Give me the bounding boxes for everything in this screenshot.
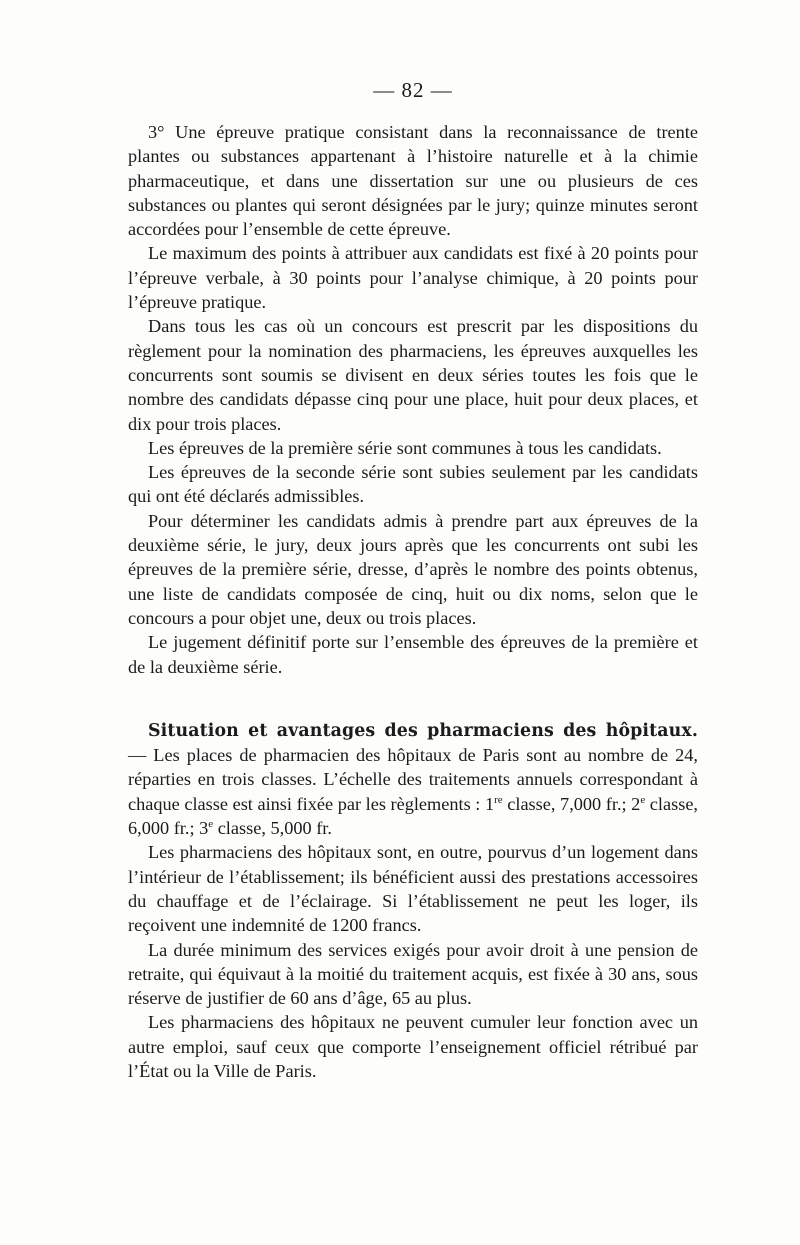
paragraph-pension: La durée minimum des services exigés pour avoir droit à une pension de retraite, qui équivaut à la moitié du traitement acquis, est fixée à 30 ans, sous réserve de justifier de 60 ans d’âge, 65 au plus. (128, 939, 698, 1009)
paragraph-first-series: Les épreuves de la première série sont communes à tous les candidats. (148, 437, 662, 458)
section-intro-paragraph (128, 718, 698, 840)
paragraph-final-judgment: Le jugement définitif porte sur l’ensemble des épreuves de la première et de la deuxième série. (128, 632, 698, 677)
paragraph-second-series: Les épreuves de la seconde série sont subies seulement par les candidats qui ont été déclarés admissibles. (128, 462, 698, 507)
paragraph-competition-series: Dans tous les cas où un concours est prescrit par les dispositions du règlement pour la nomination des pharmaciens, les épreuves auxquelles les concurrents sont soumis se divisent en deux séries toutes les fois que le nombre des candidats dépasse cinq pour une place, huit pour deux places, et dix pour trois places. (128, 316, 698, 434)
class2-sup: e (640, 793, 646, 806)
page-number: — 82 — (373, 78, 453, 102)
paragraph-cumulation: Les pharmaciens des hôpitaux ne peuvent cumuler leur fonction avec un autre emploi, sauf ceux que comporte l’enseignement officiel rétribué par l’État ou la Ville de Paris. (128, 1012, 698, 1081)
class3-text: classe, 5,000 fr. (213, 818, 332, 839)
class3-num: 3 (199, 818, 209, 839)
paragraph-max-points: Le maximum des points à attribuer aux candidats est fixé à 20 points pour l’épreuve verbale, à 30 points pour l’analyse chimique, à 20 points pour l’épreuve pratique. (128, 243, 698, 313)
paragraph-housing: Les pharmaciens des hôpitaux sont, en outre, pourvus d’un logement dans l’intérieur de l’établissement; ils bénéficient aussi des prestations accessoires du chauffage et de l’éclairage. Si l’établissement ne peut les loger, ils reçoivent une indemnité de 1200 francs. (128, 842, 698, 936)
section-intro-text: — Les places de pharmacien des hôpitaux de Paris sont au nombre de 24, réparties en trois classes. L’échelle des traitements annuels correspondant à chaque classe est ainsi fixée par les règlements : (128, 745, 698, 814)
section-pharmacists-situation (128, 718, 698, 1083)
paragraph-third-test: 3° Une épreuve pratique consistant dans la reconnaissance de trente plantes ou substances appartenant à l’histoire naturelle et à la chimie pharmaceutique, et dans une dissertation sur une ou plusieurs de ces substances ou plantes qui seront désignées par le jury; quinze minutes seront accordées pour l’ensemble de cette épreuve. (128, 122, 698, 240)
paragraph-admitted-candidates: Pour déterminer les candidats admis à prendre part aux épreuves de la deuxième série, le jury, deux jours après que les concurrents ont subi les épreuves de la première série, dresse, d’après le nombre des points obtenus, une liste de candidats composée de cinq, huit ou dix noms, selon que le concours a pour objet une, deux ou trois places. (128, 510, 698, 628)
class1-sup: re (494, 793, 503, 806)
class3-sup: e (208, 817, 214, 830)
book-page (128, 78, 698, 1083)
class1-num: 1 (484, 793, 495, 814)
class2-text: classe, 6,000 fr.; (128, 793, 699, 839)
section-heading: Situation et avantages des pharmaciens des hôpitaux. (148, 720, 698, 741)
class2-num: 2 (631, 793, 641, 814)
class1-text: classe, 7,000 fr.; (502, 793, 632, 814)
